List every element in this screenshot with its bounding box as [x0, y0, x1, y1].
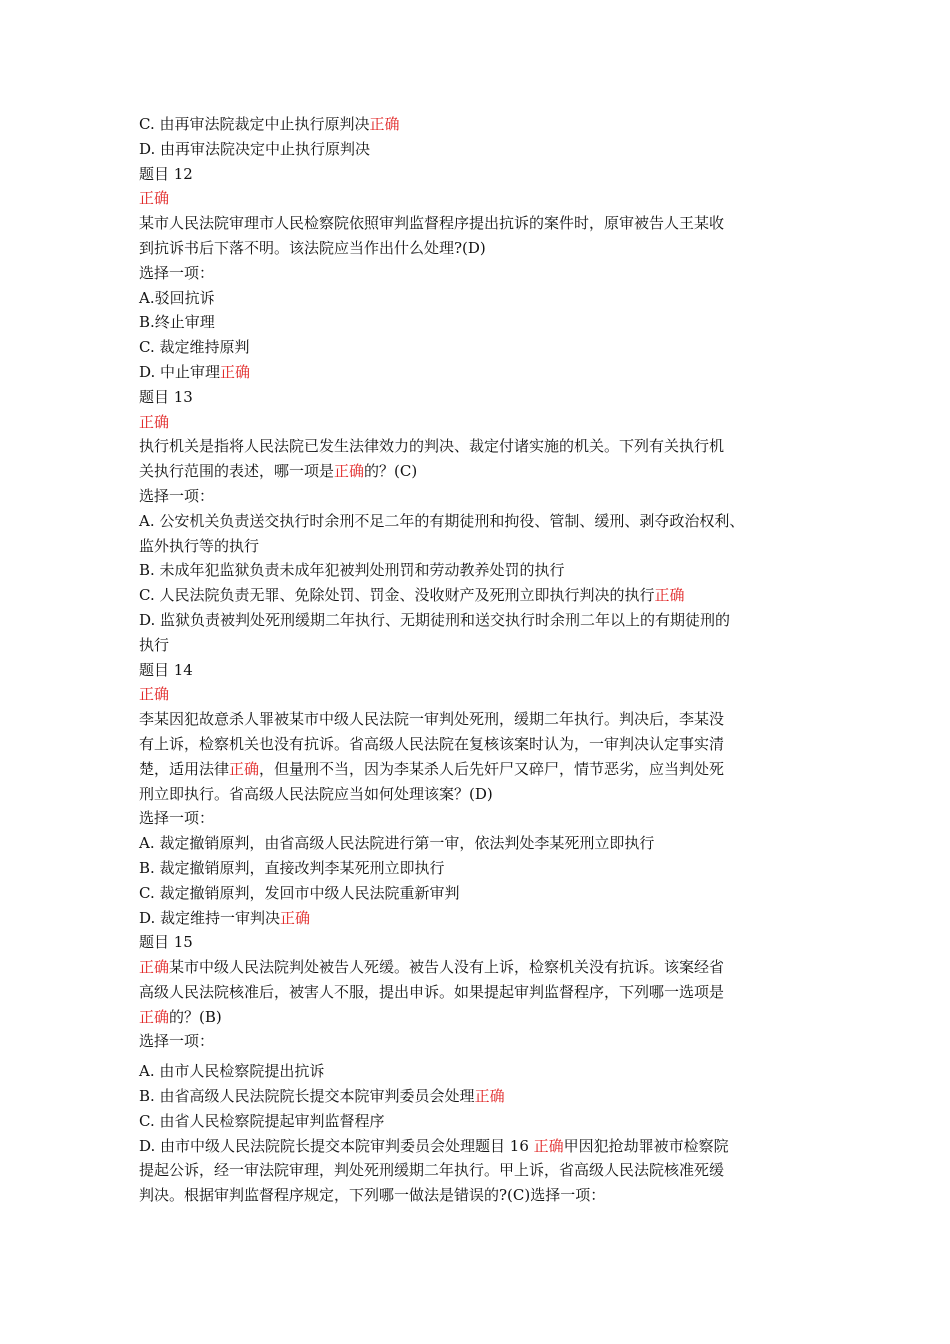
text-segment: 题目 15 — [139, 933, 193, 952]
text-segment: C. 人民法院负责无罪、免除处罚、罚金、没收财产及死刑立即执行判决的执行 — [139, 586, 655, 605]
text-line — [139, 335, 829, 360]
correct-mark: 正确 — [139, 1007, 170, 1026]
text-segment: 甲因犯抢劫罪被市检察院 — [563, 1136, 729, 1155]
text-line — [139, 1059, 829, 1084]
text-line — [139, 1134, 829, 1159]
text-segment: A. 裁定撤销原判，由省高级人民法院进行第一审，依法判处李某死刑立即执行 — [139, 834, 655, 853]
correct-mark: 正确 — [139, 412, 170, 431]
text-segment: B.终止审理 — [139, 313, 215, 332]
text-segment: 选择一项： — [139, 809, 215, 828]
correct-mark: 正确 — [220, 362, 251, 381]
correct-mark: 正确 — [533, 1136, 564, 1155]
correct-mark: 正确 — [334, 462, 365, 481]
correct-mark: 正确 — [369, 115, 400, 133]
text-segment: B. 未成年犯监狱负责未成年犯被判处刑罚和劳动教养处罚的执行 — [139, 561, 565, 580]
text-segment: 题目 14 — [139, 660, 193, 679]
text-segment: 某市人民法院审理市人民检察院依照审判监督程序提出抗诉的案件时，原审被告人王某收 — [139, 214, 725, 233]
text-line — [139, 782, 829, 807]
text-line — [139, 608, 829, 633]
text-line — [139, 906, 829, 931]
text-line — [139, 633, 829, 658]
text-segment: 高级人民法院核准后，被害人不服，提出申诉。如果提起审判监督程序，下列哪一选项是 — [139, 982, 725, 1001]
text-segment: A. 由市人民检察院提出抗诉 — [139, 1062, 325, 1081]
text-segment: 的？(B) — [169, 1007, 222, 1026]
text-segment: B. 由省高级人民法院院长提交本院审判委员会处理 — [139, 1087, 475, 1106]
text-line — [139, 558, 829, 583]
text-line — [139, 211, 829, 236]
text-line — [139, 955, 829, 980]
text-line — [139, 261, 829, 286]
text-segment: B. 裁定撤销原判，直接改判李某死刑立即执行 — [139, 858, 445, 877]
text-line — [139, 1183, 829, 1208]
text-line — [139, 732, 829, 757]
text-segment: C. 裁定撤销原判，发回市中级人民法院重新审判 — [139, 883, 460, 902]
text-line — [139, 583, 829, 608]
text-line — [139, 1158, 829, 1183]
text-segment: 李某因犯故意杀人罪被某市中级人民法院一审判处死刑，缓期二年执行。判决后，李某没 — [139, 710, 725, 729]
text-segment: 某市中级人民法院判处被告人死缓。被告人没有上诉，检察机关没有抗诉。该案经省 — [169, 958, 725, 977]
text-line — [139, 360, 829, 385]
text-segment: ，但量刑不当，因为李某杀人后先奸尸又碎尸，情节恶劣，应当判处死 — [259, 759, 725, 778]
text-segment: C. 由再审法院裁定中止执行原判决 — [139, 115, 370, 133]
text-line — [139, 1084, 829, 1109]
text-line — [139, 980, 829, 1005]
text-line — [139, 286, 829, 311]
text-line — [139, 459, 829, 484]
text-line — [139, 1005, 829, 1030]
text-line — [139, 682, 829, 707]
text-line — [139, 509, 829, 534]
text-segment: 执行机关是指将人民法院已发生法律效力的判决、裁定付诸实施的机关。下列有关执行机 — [139, 437, 725, 456]
text-segment: 选择一项： — [139, 263, 215, 282]
text-segment: D. 由市中级人民法院院长提交本院审判委员会处理题目 16 — [139, 1136, 534, 1155]
text-line — [139, 310, 829, 335]
text-segment: A.驳回抗诉 — [139, 288, 215, 307]
text-segment: D. 裁定维持一审判决 — [139, 908, 281, 927]
text-line — [139, 658, 829, 683]
text-line — [139, 162, 829, 187]
text-segment: D. 由再审法院决定中止执行原判决 — [139, 139, 371, 158]
correct-mark: 正确 — [139, 685, 170, 704]
correct-mark: 正确 — [654, 586, 685, 605]
text-line — [139, 186, 829, 211]
text-line — [139, 930, 829, 955]
text-segment: C. 由省人民检察院提起审判监督程序 — [139, 1111, 385, 1130]
text-segment: 题目 13 — [139, 387, 193, 406]
text-segment: 监外执行等的执行 — [139, 536, 260, 555]
text-line — [139, 236, 829, 261]
correct-mark: 正确 — [139, 189, 170, 208]
text-segment: A. 公安机关负责送交执行时余刑不足二年的有期徒刑和拘役、管制、缓刑、剥夺政治权利、 — [139, 511, 745, 530]
text-segment: 的？(C) — [364, 462, 418, 481]
text-line — [139, 385, 829, 410]
text-segment: 判决。根据审判监督程序规定，下列哪一做法是错误的?(C)选择一项： — [139, 1186, 606, 1205]
text-line — [139, 534, 829, 559]
text-segment: 提起公诉，经一审法院审理，判处死刑缓期二年执行。甲上诉，省高级人民法院核准死缓 — [139, 1161, 725, 1180]
text-segment: 题目 12 — [139, 164, 193, 183]
text-line — [139, 831, 829, 856]
text-line — [139, 1109, 829, 1134]
text-segment: 选择一项： — [139, 486, 215, 505]
text-segment: C. 裁定维持原判 — [139, 338, 250, 357]
correct-mark: 正确 — [229, 759, 260, 778]
text-line — [139, 707, 829, 732]
text-line — [139, 806, 829, 831]
text-line — [139, 856, 829, 881]
text-line — [139, 881, 829, 906]
text-segment: 刑立即执行。省高级人民法院应当如何处理该案？(D) — [139, 784, 493, 803]
text-segment: D. 监狱负责被判处死刑缓期二年执行、无期徒刑和送交执行时余刑二年以上的有期徒刑的 — [139, 610, 731, 629]
text-segment: 关执行范围的表述，哪一项是 — [139, 462, 335, 481]
text-segment: 到抗诉书后下落不明。该法院应当作出什么处理?(D) — [139, 238, 486, 257]
text-line — [139, 137, 829, 162]
text-segment: D. 中止审理 — [139, 362, 221, 381]
text-segment: 执行 — [139, 635, 170, 654]
text-segment: 选择一项： — [139, 1032, 215, 1051]
text-line — [139, 410, 829, 435]
correct-mark: 正确 — [280, 908, 311, 927]
text-line — [139, 757, 829, 782]
text-segment: 有上诉，检察机关也没有抗诉。省高级人民法院在复核该案时认为，一审判决认定事实清 — [139, 734, 725, 753]
text-segment: 楚，适用法律 — [139, 759, 230, 778]
text-line — [139, 484, 829, 509]
correct-mark: 正确 — [474, 1087, 505, 1106]
text-line — [139, 112, 829, 137]
text-line — [139, 434, 829, 459]
correct-mark: 正确 — [139, 958, 170, 977]
document-page — [139, 112, 829, 1208]
text-line — [139, 1029, 829, 1054]
